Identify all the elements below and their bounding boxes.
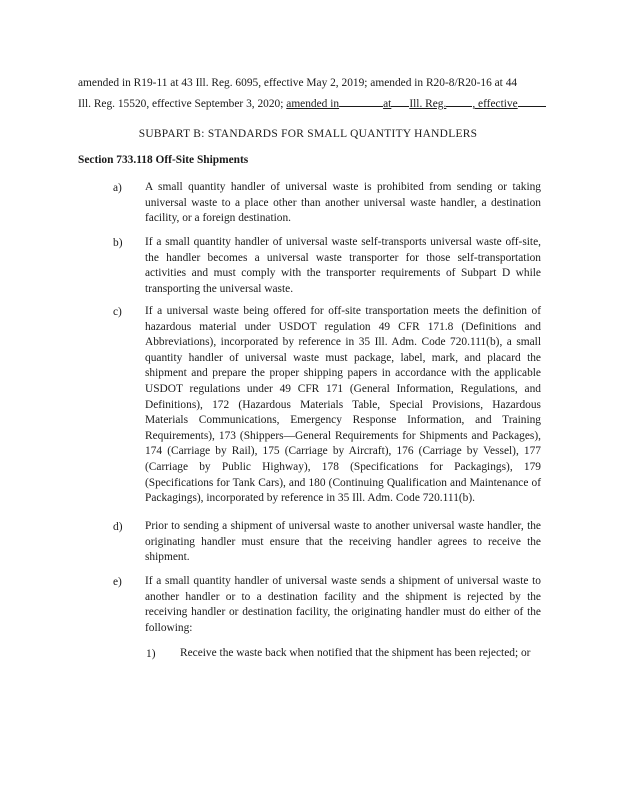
- amendment-note-at: at: [383, 98, 392, 110]
- subparagraph-label: 1): [146, 648, 156, 660]
- subpart-heading: SUBPART B: STANDARDS FOR SMALL QUANTITY HANDLERS: [138, 128, 478, 140]
- paragraph-label: c): [113, 306, 122, 318]
- subparagraph-text: Receive the waste back when notified that the shipment has been rejected; or: [180, 647, 531, 659]
- paragraph-label: a): [113, 182, 122, 194]
- blank-effective-date: [518, 95, 546, 107]
- paragraph-label: d): [113, 521, 123, 533]
- paragraph-text: If a small quantity handler of universal waste self-transports universal waste off-site, the handler becomes a universal waste transporter for those self-transportation activities and must comply with the transporter requirements of Subpart D while transporting the universal waste.: [145, 236, 541, 295]
- paragraph-label: b): [113, 237, 123, 249]
- amendment-note-effective: , effective: [472, 98, 518, 110]
- amendment-note-reg: Ill. Reg.: [409, 98, 447, 110]
- paragraph-text: Prior to sending a shipment of universal waste to another universal waste handler, the originating handler must ensure that the receiving handler agrees to receive the shipment.: [145, 520, 541, 564]
- paragraph-text: If a universal waste being offered for off-site transportation meets the definition of hazardous material under USDOT regulation 49 CFR 171.8 (Definitions and Abbreviations), incorporated by reference in 35 Ill. Adm. Code 720.111(b), a small quantity handler of universal waste must package, label, mark, and placard the shipment and prepare the proper shipping papers in accordance with the applicable USDOT regulations under 49 CFR 171 (General Information, Regulations, and Definitions), 172 (Hazardous Materials Table, Special Provisions, Hazardous Materials Communications, Emergency Response Information, and Training Requirements), 173 (Shippers—General Requirements for Shipments and Packages), 174 (Carriage by Rail), 175 (Carriage by Aircraft), 176 (Carriage by Vessel), 177 (Carriage by Public Highway), 178 (Specifications for Packagings), 179 (Specifications for Tank Cars), and 180 (Continuing Qualification and Maintenance of Packagings), incorporated by reference in 35 Ill. Adm. Code 720.111(b).: [145, 305, 541, 505]
- history-note-line-1: amended in R19-11 at 43 Ill. Reg. 6095, effective May 2, 2019; amended in R20-8/R20-16 at 44: [78, 77, 518, 89]
- amendment-note-start: amended in: [286, 98, 340, 110]
- paragraph-text: If a small quantity handler of universal waste sends a shipment of universal waste to another handler or to a destination facility and the shipment is rejected by the receiving handler or destination facility, the originating handler must do either of the following:: [145, 575, 541, 634]
- section-heading: Section 733.118 Off-Site Shipments: [78, 154, 249, 166]
- paragraph-label: e): [113, 576, 122, 588]
- paragraph-text: A small quantity handler of universal waste is prohibited from sending or taking universal waste to a place other than another universal waste handler, a destination facility, or a foreign destination.: [145, 181, 541, 225]
- history-note-text: Ill. Reg. 15520, effective September 3, 2020;: [78, 98, 287, 110]
- history-note-line-2: [78, 95, 546, 112]
- blank-register-page: [391, 95, 409, 107]
- blank-register-volume: [339, 95, 383, 107]
- blank-register-number: [446, 95, 472, 107]
